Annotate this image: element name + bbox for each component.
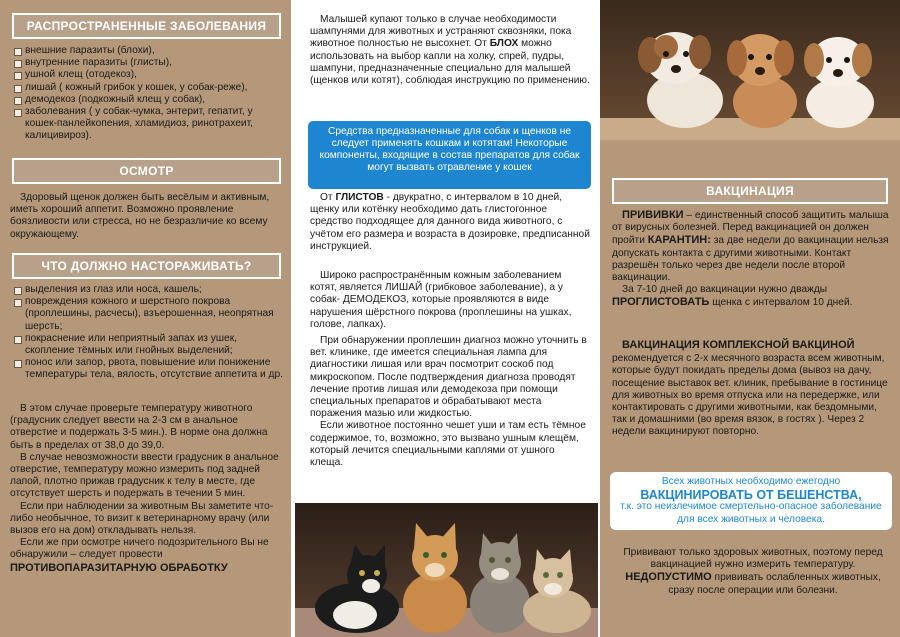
diseases-header (12, 13, 281, 39)
rabies-line-3: т.к. это неизлечимое смертельно-опасное заболевание для всех животных и человека. (620, 501, 882, 525)
vaccination-header (612, 178, 888, 204)
puppies-illustration (600, 0, 900, 140)
rabies-line-1: Всех животных необходимо ежегодно (661, 476, 841, 487)
alarm-para-2: В случае невозможности ввести градусник в анальное отверстие, температуру можно измерить под задней лапой, плотно прижав градусник к телу в месте, где отсутствует шерсть и подержать в течении 5 мин. (10, 451, 279, 500)
alarm-para-3: Если при наблюдении за животным Вы заметите что-либо необычное, то визит к ветеринарному врачу (или вызов его на дом) откладывать нельзя. (10, 500, 274, 537)
final-note-text: Прививают только здоровых животных, поэтому перед вакцинацией нужно измерить температуру. (623, 547, 883, 571)
complex-vaccine (612, 339, 892, 439)
diseases-list (14, 45, 286, 143)
exam-header (12, 158, 281, 184)
alarm-para-4 (10, 537, 286, 575)
deworm-text-a: За 7-10 дней до вакцинации нужно дважды (622, 284, 828, 296)
alarm-para-4-text: Если же при осмотре ничего подозрительного Вы не обнаружили – следует провести (10, 537, 269, 561)
puppies-photo (600, 0, 900, 140)
rabies-box (610, 472, 892, 530)
list-item: выделения из глаз или носа, кашель; (14, 284, 286, 296)
ear-mite-text: Если животное постоянно чешет уши и там есть тёмное содержимое, то, возможно, это вызвано ушным клещём, который лечится специальными каплями от ушного клеща. (310, 420, 586, 469)
left-panel (0, 0, 295, 637)
final-note (614, 547, 892, 597)
final-note-text-b: прививать ослабленных животных, сразу после операции или болезни. (668, 572, 881, 596)
quarantine-bold: КАРАНТИН: (647, 234, 711, 247)
vaccination-intro-text: – единственный способ защитить малыша от вирусных болезней. Перед вакцинацией он должен пройти (612, 210, 889, 247)
deworm-text (612, 284, 892, 309)
list-item: лишай ( кожный грибок у кошек, у собак-реже), (14, 82, 286, 94)
bath-text: Малышей купают только в случае необходимости шампунями для животных и устраняют сквозняки, пока животное полностью не высохнет. От (310, 14, 572, 50)
worms-text (310, 192, 590, 253)
list-item: ушной клещ (отодекоз), (14, 69, 286, 81)
exam-text: Здоровый щенок должен быть весёлым и активным, иметь хороший аппетит. Возможно проявление боязливости или стресса, но не безразличие ко всему окружающему. (10, 192, 270, 240)
vaccination-bold: ПРИВИВКИ (622, 209, 684, 221)
list-item: понос или запор, рвота, повышение или понижение температуры тела, вялость, отсутствие аппетита и др. (14, 357, 286, 381)
middle-panel (295, 0, 600, 637)
right-panel (600, 0, 900, 637)
list-item: внутренние паразиты (глисты), (14, 57, 286, 69)
rabies-line-2: ВАКЦИНИРОВАТЬ ОТ БЕШЕНСТВА, (640, 487, 862, 502)
list-item: внешние паразиты (блохи), (14, 45, 286, 57)
alarm-paragraphs (10, 403, 286, 575)
list-item: повреждения кожного и шерстного покрова (проплешины, расчесы), взъерошенная, неопрятная шерсть; (14, 296, 286, 333)
vaccination-intro (612, 209, 892, 284)
deworm-text-b: щенка с интервалом 10 дней. (712, 297, 853, 309)
diagnosis-text: При обнаружении проплешин диагноз можно уточнить в вет. клинике, где имеется специальная лампа для диагностики лишая или врач посмотрит соскоб под микроскопом. После подтверждения диагноза проводят лечение против лишая или демодекоза при помощи специальных препаратов и обрабатывают места поражения мазью или жидкостью. (310, 335, 587, 420)
worms-text-a: От (320, 192, 333, 203)
bath-flea-paragraph (310, 14, 590, 87)
worms-bold: ГЛИСТОВ (335, 192, 384, 203)
complex-vaccine-text: рекомендуется с 2-х месячного возраста всем животным, которые будут покидать пределы дома (вывоз на дачу, посещение выставок вет. клиник, пребывание в гостинице для животных во время отпуска или на передержке, или контактировать с другими животными, как бездомными, так и домашними (во время вязок, в гостях ). Через 2 недели вакцинируют повторно. (612, 353, 888, 438)
quarantine-text: за две недели до вакцинации нельзя допускать контакта с другими животными. Контакт разрешён только через две недели после второй вакцинации. (612, 235, 889, 284)
diseases-title: РАСПРОСТРАНЕННЫЕ ЗАБОЛЕВАНИЯ (26, 19, 267, 33)
alarm-para-1: В этом случае проверьте температуру животного (градусник следует ввести на 2-3 см в анальное отверстие и подержать 3-5 мин.). В норме она должна быть в пределах от 38,0 до 39,0. (10, 403, 268, 451)
alarm-header (12, 253, 281, 279)
exam-title: ОСМОТР (119, 164, 174, 178)
list-item: покраснение или неприятный запах из ушек, скопление тёмных или гнойных выделений; (14, 333, 286, 357)
kittens-photo (295, 503, 600, 637)
lichen-text: Широко распространённым кожным заболеванием котят, является ЛИШАЙ (грибковое заболевание), а у собак- ДЕМОДЕКОЗ, которые проявляются в виде нарушения шёрстного покрова (проплешины на ушках, голове, лапках). (310, 270, 572, 330)
kittens-illustration (295, 503, 600, 637)
warning-box (308, 121, 591, 189)
vaccination-title: ВАКЦИНАЦИЯ (706, 184, 794, 198)
fleas-bold: БЛОХ (489, 38, 519, 50)
alarm-para-4-bold: ПРОТИВОПАРАЗИТАРНУЮ ОБРАБОТКУ (10, 561, 228, 574)
worms-paragraph (310, 192, 590, 253)
alarm-list (14, 284, 286, 382)
alarm-title: ЧТО ДОЛЖНО НАСТОРАЖИВАТЬ? (41, 259, 252, 273)
deworm-bold: ПРОГЛИСТОВАТЬ (612, 296, 710, 309)
bath-flea-text (310, 14, 590, 87)
skin-paragraphs (310, 270, 590, 469)
complex-vaccine-title: ВАКЦИНАЦИЯ КОМПЛЕКСНОЙ ВАКЦИНОЙ (622, 339, 855, 351)
list-item: демодекоз (подкожный клещ у собак), (14, 94, 286, 106)
list-item: заболевания ( у собак-чумка, энтерит, гепатит, у кошек-панлейкопения, хламидиоз, ринотрахеит, калицивироз). (14, 106, 286, 143)
warning-text: Средства предназначенные для собак и щенков не следует применять кошкам и котятам! Некоторые компоненты, входящие в состав препаратов для собак могут вызвать отравление у кошек (319, 126, 580, 173)
flea-text: можно использовать на выбор капли на холку, спрей, пудры, шампуни, предназначенные специально для малышей (щенков или котят), соблюдая инструкцию по применению. (310, 38, 590, 87)
final-note-bold: НЕДОПУСТИМО (625, 571, 712, 584)
vaccination-text (612, 209, 892, 310)
worms-text-b: - двукратно, с интервалом в 10 дней, щенку или котёнку необходимо дать глистогонное средство подходящее для данного вида животного, с учётом его размера и возраста в дозировке, предписанной инструкцией. (310, 192, 590, 252)
